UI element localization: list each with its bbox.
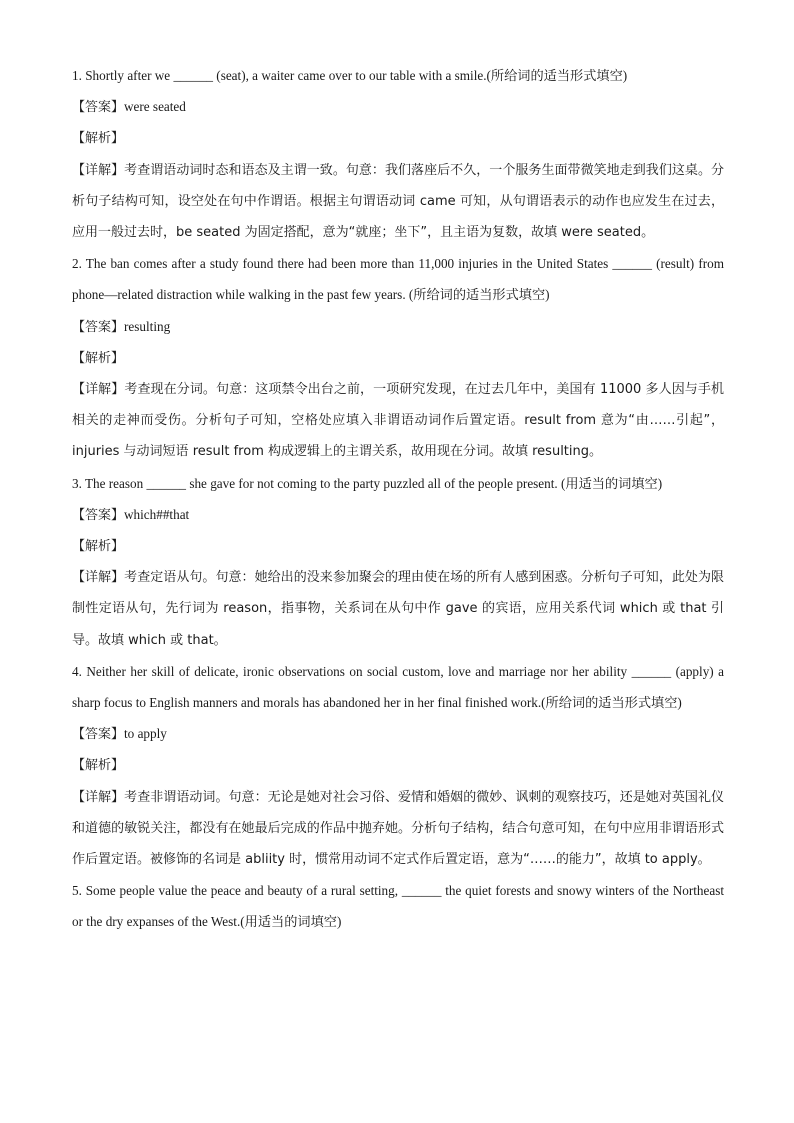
question-4-analysis-tag: 【解析】 [72,758,125,774]
document-page [72,60,724,938]
question-2-answer: resulting [124,318,171,334]
question-3-text: 3. The reason ______ she gave for not coming to the party puzzled all of the people present. (用适当的词填空) [72,475,663,491]
question-3-analysis-tag: 【解析】 [72,539,125,555]
detail-tag: 【详解】 [72,382,125,398]
question-2-detail-line [72,374,724,468]
question-2-text: 2. The ban comes after a study found there had been more than 11,000 injuries in the United States ______ (result) from phone—related distraction while walking in the past few years. (所给词的适当形式填空) [72,256,724,303]
question-2-analysis-tag: 【解析】 [72,350,125,366]
question-1-analysis-tag: 【解析】 [72,131,125,147]
question-1-detail-line [72,155,724,249]
question-1-answer: were seated [124,99,186,115]
answer-tag: 【答案】 [72,727,125,743]
detail-tag: 【详解】 [72,789,125,805]
question-3-answer: which##that [124,506,190,522]
answer-tag: 【答案】 [72,507,125,523]
question-1-answer-line [72,91,724,123]
question-2-answer-line [72,311,724,343]
question-4-detail-line [72,782,724,876]
question-1-detail: 考查谓语动词时态和语态及主谓一致。句意：我们落座后不久，一个服务生面带微笑地走到我们这桌。分析句子结构可知，设空处在句中作谓语。根据主句谓语动词 came 可知，从句谓语表示的动作也应发生在过去，应用一般过去时，be seated 为固定搭配，意为“就座；坐下”，且主语为复数，故填 were seated。 [72,162,724,241]
detail-tag: 【详解】 [72,162,125,178]
question-4-answer: to apply [124,726,167,742]
question-4-text: 4. Neither her skill of delicate, ironic observations on social custom, love and marriage nor her ability ______ (apply) a sharp focus to English manners and morals has abandoned her in her final finished work.(所给词的适当形式填空) [72,663,724,711]
question-5-text: 5. Some people value the peace and beauty of a rural setting, ______ the quiet forests and snowy winters of the Northeast or the dry expanses of the West.(用适当的词填空) [72,883,724,930]
answer-tag: 【答案】 [72,319,125,335]
question-1-text: 1. Shortly after we ______ (seat), a waiter came over to our table with a smile.(所给词的适当形式填空) [72,68,628,83]
question-3-detail-line [72,562,724,656]
detail-tag: 【详解】 [72,570,125,586]
question-3-detail: 考查定语从句。句意：她给出的没来参加聚会的理由使在场的所有人感到困惑。分析句子可知，此处为限制性定语从句，先行词为 reason，指事物，关系词在从句中作 gave 的宾语，应用关系代词 which 或 that 引导。故填 which 或 that。 [72,570,724,648]
question-2-detail: 考查现在分词。句意：这项禁令出台之前，一项研究发现，在过去几年中，美国有 11000 多人因与手机相关的走神而受伤。分析句子可知，空格处应填入非谓语动词作后置定语。result from 意为“由……引起”，injuries 与动词短语 result from 构成逻辑上的主谓关系，故用现在分词。故填 resulting。 [72,382,724,460]
question-4-answer-line [72,718,724,750]
answer-tag: 【答案】 [72,100,125,116]
question-4-detail: 考查非谓语动词。句意：无论是她对社会习俗、爱情和婚姻的微妙、讽刺的观察技巧，还是她对英国礼仪和道德的敏锐关注，都没有在她最后完成的作品中抛弃她。分析句子结构，结合句意可知，在句中应用非谓语形式作后置定语。被修饰的名词是 abliity 时，惯常用动词不定式作后置定语，意为“……的能力”，故填 to apply。 [72,789,724,868]
question-3-answer-line [72,499,724,531]
